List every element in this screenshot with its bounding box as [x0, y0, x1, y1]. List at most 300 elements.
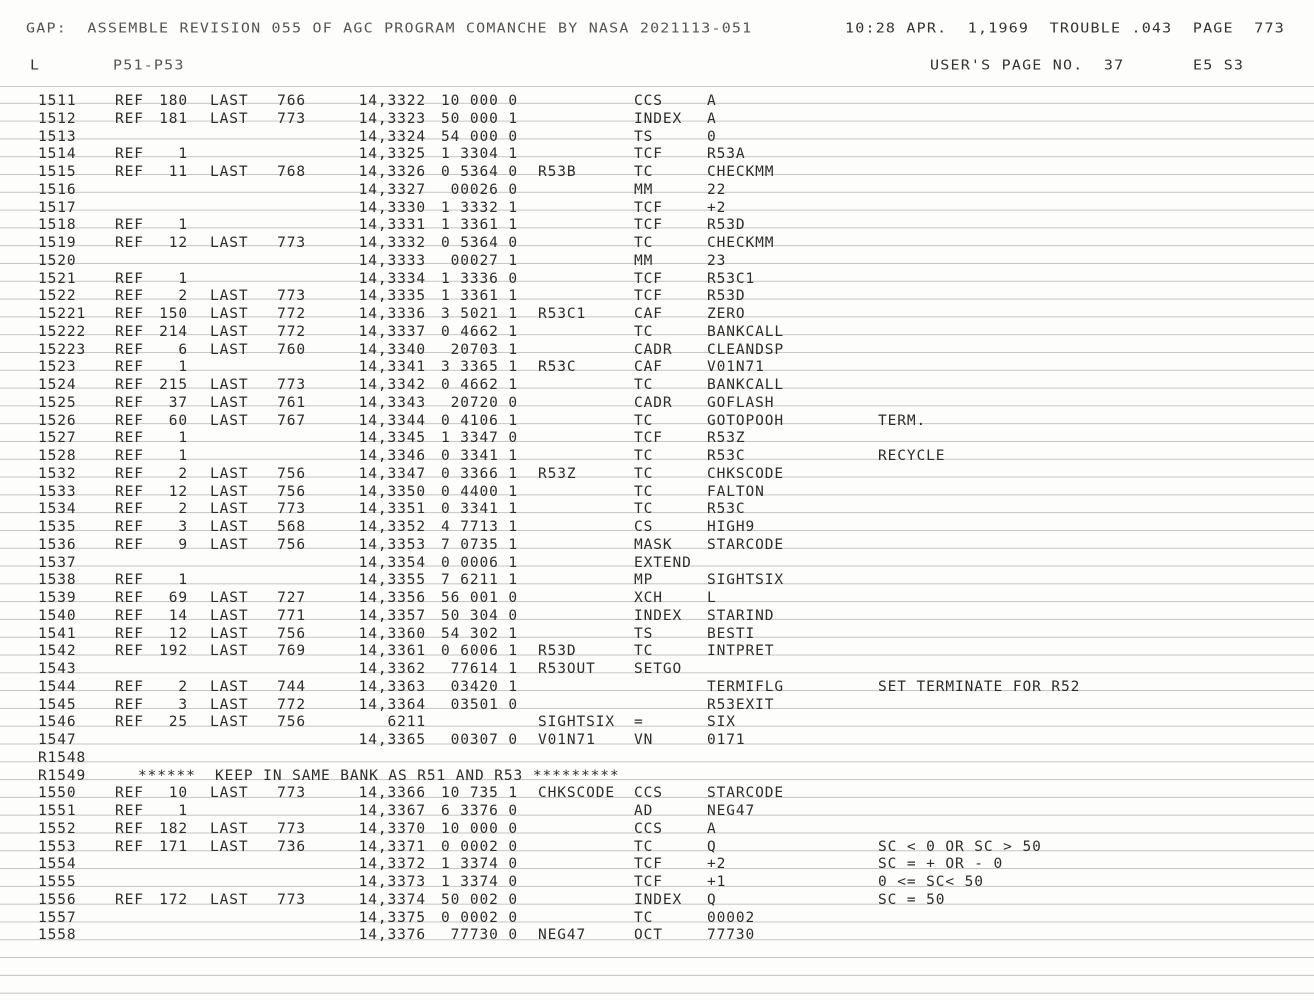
line-number: 1535: [38, 519, 77, 535]
line-number: 1552: [38, 820, 77, 837]
last-keyword: LAST: [210, 714, 249, 731]
operand: A: [707, 93, 717, 109]
memory-address: 14,3344: [358, 412, 426, 429]
listing-line: [0, 589, 1314, 607]
memory-address: 14,3325: [358, 146, 426, 163]
ref-keyword: REF: [115, 110, 144, 127]
opcode: MP: [634, 572, 654, 589]
ref-count: 1: [178, 572, 188, 589]
opcode: TS: [634, 128, 654, 145]
line-number: 1519: [38, 235, 77, 251]
listing-line: [0, 873, 1314, 891]
last-page: 767: [277, 412, 306, 429]
listing-line: [0, 412, 1314, 430]
operand: STARCODE: [707, 785, 785, 802]
line-number: 1537: [38, 554, 77, 571]
operand: TERMIFLG: [707, 678, 785, 695]
line-number: 1553: [38, 838, 77, 855]
listing-line: [0, 376, 1314, 394]
listing-line: [0, 305, 1314, 323]
line-number: 1545: [38, 696, 77, 713]
memory-address: 14,3332: [358, 235, 426, 251]
operand: INTPRET: [707, 643, 775, 660]
memory-address: 14,3375: [358, 909, 426, 926]
ref-keyword: REF: [115, 93, 144, 109]
line-number: 1556: [38, 891, 77, 908]
last-keyword: LAST: [210, 590, 249, 606]
opcode: TCF: [634, 217, 663, 234]
last-keyword: LAST: [210, 501, 249, 518]
operand: 00002: [707, 909, 756, 926]
line-number: 1555: [38, 874, 77, 890]
opcode: TC: [634, 465, 654, 482]
listing-line: [0, 234, 1314, 252]
ref-keyword: REF: [115, 519, 144, 535]
line-number: 1528: [38, 448, 77, 464]
code-label: R53B: [538, 164, 577, 180]
ref-count: 1: [178, 270, 188, 287]
octal-data: 0 4662 1: [440, 323, 518, 340]
users-page-number: USER'S PAGE NO. 37: [930, 57, 1125, 74]
line-number: 1511: [38, 93, 77, 109]
listing-line: [0, 394, 1314, 412]
memory-address: 14,3351: [358, 501, 426, 518]
opcode: TC: [634, 643, 654, 660]
listing-line: [0, 323, 1314, 341]
line-number: 1533: [38, 483, 77, 500]
listing-line: [0, 500, 1314, 518]
opcode: AD: [634, 803, 654, 819]
opcode: TC: [634, 909, 654, 926]
octal-data: 50 000 1: [440, 110, 518, 127]
octal-data: 77614 1: [450, 661, 518, 677]
memory-address: 14,3323: [358, 110, 426, 127]
ref-keyword: REF: [115, 235, 144, 251]
code-comment: SC = 50: [878, 891, 946, 908]
last-page: 766: [277, 93, 306, 109]
opcode: CCS: [634, 93, 663, 109]
operand: A: [707, 820, 717, 837]
octal-data: 0 5364 0: [440, 235, 518, 251]
memory-address: 14,3324: [358, 128, 426, 145]
operand: 77730: [707, 927, 756, 944]
ref-keyword: REF: [115, 590, 144, 606]
memory-address: 14,3345: [358, 430, 426, 447]
operand: Q: [707, 838, 717, 855]
last-page: 768: [277, 164, 306, 180]
octal-data: 6 3376 0: [440, 803, 518, 819]
last-page: 773: [277, 235, 306, 251]
listing-line: [0, 731, 1314, 749]
ref-count: 181: [159, 110, 188, 127]
opcode: TC: [634, 838, 654, 855]
line-number: 1521: [38, 270, 77, 287]
page-header-band: [0, 0, 1314, 87]
octal-data: 0 3366 1: [440, 465, 518, 482]
code-comment: SC < 0 OR SC > 50: [878, 838, 1042, 855]
ref-keyword: REF: [115, 891, 144, 908]
octal-data: 1 3374 0: [440, 874, 518, 890]
octal-data: 3 3365 1: [440, 359, 518, 376]
ref-keyword: REF: [115, 625, 144, 642]
ref-count: 6: [178, 341, 188, 358]
opcode: TCF: [634, 146, 663, 163]
code-label: R53C: [538, 359, 577, 376]
opcode: TC: [634, 323, 654, 340]
code-label: SIGHTSIX: [538, 714, 616, 731]
octal-data: 1 3361 1: [440, 217, 518, 234]
operand: V01N71: [707, 359, 765, 376]
line-number: 1544: [38, 678, 77, 695]
ref-keyword: REF: [115, 164, 144, 180]
octal-data: 3 5021 1: [440, 306, 518, 322]
opcode: CCS: [634, 785, 663, 802]
listing-line: [0, 820, 1314, 838]
listing-line: [0, 784, 1314, 802]
ref-keyword: REF: [115, 377, 144, 393]
octal-data: 50 304 0: [440, 607, 518, 624]
listing-line: [0, 358, 1314, 376]
line-number: 1513: [38, 128, 77, 145]
ref-keyword: REF: [115, 359, 144, 376]
last-page: 736: [277, 838, 306, 855]
operand: A: [707, 110, 717, 127]
memory-address: 14,3336: [358, 306, 426, 322]
operand: GOFLASH: [707, 394, 775, 411]
operand: 23: [707, 252, 727, 269]
operand: CHECKMM: [707, 235, 775, 251]
last-keyword: LAST: [210, 341, 249, 358]
listing-line: [0, 465, 1314, 483]
ref-keyword: REF: [115, 803, 144, 819]
last-keyword: LAST: [210, 377, 249, 393]
listing-line: [0, 855, 1314, 873]
memory-address: 14,3366: [358, 785, 426, 802]
opcode: TC: [634, 412, 654, 429]
octal-data: 4 7713 1: [440, 519, 518, 535]
listing-line: [0, 660, 1314, 678]
memory-address: 14,3357: [358, 607, 426, 624]
line-number: 1557: [38, 909, 77, 926]
operand: SIGHTSIX: [707, 572, 785, 589]
line-number: 1546: [38, 714, 77, 731]
memory-address: 14,3331: [358, 217, 426, 234]
last-page: 773: [277, 785, 306, 802]
listing-line: [0, 554, 1314, 572]
line-number: 1527: [38, 430, 77, 447]
line-number: 1523: [38, 359, 77, 376]
last-keyword: LAST: [210, 678, 249, 695]
octal-data: 1 3374 0: [440, 856, 518, 873]
line-number: 1514: [38, 146, 77, 163]
last-keyword: LAST: [210, 323, 249, 340]
last-keyword: LAST: [210, 785, 249, 802]
listing-line: [0, 571, 1314, 589]
opcode: TS: [634, 625, 654, 642]
memory-address: 14,3361: [358, 643, 426, 660]
opcode: EXTEND: [634, 554, 692, 571]
line-number: 15221: [38, 306, 87, 322]
last-page: 773: [277, 501, 306, 518]
ref-count: 215: [159, 377, 188, 393]
ref-keyword: REF: [115, 607, 144, 624]
line-number: R1548: [38, 749, 87, 766]
ref-count: 9: [178, 536, 188, 553]
opcode: CADR: [634, 394, 673, 411]
code-label: V01N71: [538, 732, 596, 748]
operand: CHECKMM: [707, 164, 775, 180]
operand: R53EXIT: [707, 696, 775, 713]
opcode: VN: [634, 732, 654, 748]
last-page: 772: [277, 306, 306, 322]
code-label: CHKSCODE: [538, 785, 616, 802]
line-number: 1547: [38, 732, 77, 748]
listing-line: [0, 145, 1314, 163]
line-number: 1522: [38, 288, 77, 305]
memory-address: 14,3354: [358, 554, 426, 571]
memory-address: 14,3360: [358, 625, 426, 642]
last-keyword: LAST: [210, 394, 249, 411]
operand: BANKCALL: [707, 377, 785, 393]
listing-line: [0, 891, 1314, 909]
memory-address: 14,3363: [358, 678, 426, 695]
ref-keyword: REF: [115, 714, 144, 731]
line-number: 1532: [38, 465, 77, 482]
ref-keyword: REF: [115, 341, 144, 358]
ref-keyword: REF: [115, 643, 144, 660]
line-number: 1526: [38, 412, 77, 429]
opcode: TC: [634, 377, 654, 393]
listing-line: [0, 216, 1314, 234]
memory-address: 14,3322: [358, 93, 426, 109]
ref-keyword: REF: [115, 838, 144, 855]
ref-count: 12: [168, 483, 188, 500]
last-page: 727: [277, 590, 306, 606]
operand: R53D: [707, 217, 746, 234]
ref-count: 1: [178, 448, 188, 464]
last-keyword: LAST: [210, 519, 249, 535]
line-number: 1554: [38, 856, 77, 873]
octal-data: 50 002 0: [440, 891, 518, 908]
octal-data: 10 735 1: [440, 785, 518, 802]
listing-line: [0, 92, 1314, 110]
opcode: TC: [634, 483, 654, 500]
ref-count: 180: [159, 93, 188, 109]
operand: R53C1: [707, 270, 756, 287]
octal-data: 77730 0: [450, 927, 518, 944]
ref-keyword: REF: [115, 288, 144, 305]
ref-count: 10: [168, 785, 188, 802]
ref-keyword: REF: [115, 430, 144, 447]
listing-line: [0, 163, 1314, 181]
ref-count: 11: [168, 164, 188, 180]
last-page: 773: [277, 377, 306, 393]
ref-keyword: REF: [115, 820, 144, 837]
last-keyword: LAST: [210, 164, 249, 180]
ref-count: 2: [178, 288, 188, 305]
memory-address: 14,3337: [358, 323, 426, 340]
memory-address: 14,3350: [358, 483, 426, 500]
ref-count: 2: [178, 501, 188, 518]
ref-count: 12: [168, 625, 188, 642]
opcode: TC: [634, 501, 654, 518]
memory-address: 14,3371: [358, 838, 426, 855]
last-keyword: LAST: [210, 235, 249, 251]
listing-line: [0, 181, 1314, 199]
ref-keyword: REF: [115, 572, 144, 589]
ref-count: 1: [178, 359, 188, 376]
octal-data: 0 5364 0: [440, 164, 518, 180]
octal-data: 03501 0: [450, 696, 518, 713]
ref-count: 150: [159, 306, 188, 322]
last-keyword: LAST: [210, 891, 249, 908]
octal-data: 0 4400 1: [440, 483, 518, 500]
operand: NEG47: [707, 803, 756, 819]
line-number: 1518: [38, 217, 77, 234]
operand: CHKSCODE: [707, 465, 785, 482]
opcode: INDEX: [634, 607, 683, 624]
ref-keyword: REF: [115, 696, 144, 713]
memory-address: 14,3346: [358, 448, 426, 464]
octal-data: 7 0735 1: [440, 536, 518, 553]
listing-line: [0, 802, 1314, 820]
last-page: 773: [277, 110, 306, 127]
last-keyword: LAST: [210, 696, 249, 713]
ref-keyword: REF: [115, 146, 144, 163]
listing-type-marker: L: [30, 57, 41, 74]
memory-address: 14,3335: [358, 288, 426, 305]
listing-line: [0, 767, 1314, 785]
octal-data: 54 302 1: [440, 625, 518, 642]
octal-data: 0 3341 1: [440, 501, 518, 518]
listing-line: [0, 749, 1314, 767]
last-keyword: LAST: [210, 820, 249, 837]
octal-data: 1 3347 0: [440, 430, 518, 447]
listing-line: [0, 713, 1314, 731]
ref-keyword: REF: [115, 536, 144, 553]
operand: L: [707, 590, 717, 606]
code-comment: 0 <= SC< 50: [878, 874, 984, 890]
line-number: 1542: [38, 643, 77, 660]
memory-address: 14,3334: [358, 270, 426, 287]
operand: R53A: [707, 146, 746, 163]
operand: Q: [707, 891, 717, 908]
last-page: 756: [277, 465, 306, 482]
last-keyword: LAST: [210, 465, 249, 482]
last-keyword: LAST: [210, 643, 249, 660]
octal-data: 10 000 0: [440, 820, 518, 837]
octal-data: 0 0006 1: [440, 554, 518, 571]
opcode: CCS: [634, 820, 663, 837]
last-page: 771: [277, 607, 306, 624]
ref-keyword: REF: [115, 217, 144, 234]
operand: STARCODE: [707, 536, 785, 553]
octal-data: 1 3332 1: [440, 199, 518, 216]
ref-keyword: REF: [115, 323, 144, 340]
opcode: TC: [634, 235, 654, 251]
last-page: 756: [277, 483, 306, 500]
operand: STARIND: [707, 607, 775, 624]
octal-data: 0 4662 1: [440, 377, 518, 393]
opcode: MM: [634, 252, 654, 269]
line-number: 1525: [38, 394, 77, 411]
listing-line: [0, 625, 1314, 643]
last-keyword: LAST: [210, 93, 249, 109]
listing-line: [0, 341, 1314, 359]
ref-count: 192: [159, 643, 188, 660]
code-label: R53D: [538, 643, 577, 660]
ref-count: 60: [168, 412, 188, 429]
assembly-header: GAP: ASSEMBLE REVISION 055 OF AGC PROGRAM COMANCHE BY NASA 2021113-051: [26, 20, 753, 37]
operand: CLEANDSP: [707, 341, 785, 358]
memory-address: 14,3342: [358, 377, 426, 393]
operand: +2: [707, 199, 727, 216]
octal-data: 56 001 0: [440, 590, 518, 606]
ref-keyword: REF: [115, 678, 144, 695]
listing-line: [0, 536, 1314, 554]
code-comment: TERM.: [878, 412, 927, 429]
opcode: CAF: [634, 359, 663, 376]
line-number: 1516: [38, 181, 77, 198]
last-keyword: LAST: [210, 412, 249, 429]
ref-keyword: REF: [115, 501, 144, 518]
ref-count: 12: [168, 235, 188, 251]
timestamp-page-header: 10:28 APR. 1,1969 TROUBLE .043 PAGE 773: [845, 20, 1285, 37]
last-page: 744: [277, 678, 306, 695]
line-number: 1541: [38, 625, 77, 642]
opcode: TCF: [634, 199, 663, 216]
code-comment: RECYCLE: [878, 448, 946, 464]
ref-count: 1: [178, 803, 188, 819]
opcode: INDEX: [634, 110, 683, 127]
ref-count: 25: [168, 714, 188, 731]
listing-line: [0, 696, 1314, 714]
memory-address: 14,3372: [358, 856, 426, 873]
ref-count: 2: [178, 465, 188, 482]
operand: +1: [707, 874, 727, 890]
last-keyword: LAST: [210, 838, 249, 855]
opcode: MASK: [634, 536, 673, 553]
operand: R53Z: [707, 430, 746, 447]
memory-address: 14,3355: [358, 572, 426, 589]
operand: R53C: [707, 501, 746, 518]
octal-data: 00027 1: [450, 252, 518, 269]
memory-address: 14,3353: [358, 536, 426, 553]
opcode: XCH: [634, 590, 663, 606]
operand: BESTI: [707, 625, 756, 642]
line-number: 1538: [38, 572, 77, 589]
memory-address: 14,3341: [358, 359, 426, 376]
octal-data: 0 4106 1: [440, 412, 518, 429]
last-page: 761: [277, 394, 306, 411]
memory-address: 14,3364: [358, 696, 426, 713]
ref-keyword: REF: [115, 412, 144, 429]
opcode: OCT: [634, 927, 663, 944]
last-keyword: LAST: [210, 625, 249, 642]
program-range: P51-P53: [113, 57, 185, 74]
ref-count: 2: [178, 678, 188, 695]
opcode: =: [634, 714, 644, 731]
opcode: TCF: [634, 270, 663, 287]
octal-data: 03420 1: [450, 678, 518, 695]
operand: +2: [707, 856, 727, 873]
listing-line: [0, 447, 1314, 465]
listing-line: [0, 252, 1314, 270]
octal-data: 1 3304 1: [440, 146, 518, 163]
ref-count: 171: [159, 838, 188, 855]
last-page: 773: [277, 288, 306, 305]
last-keyword: LAST: [210, 288, 249, 305]
